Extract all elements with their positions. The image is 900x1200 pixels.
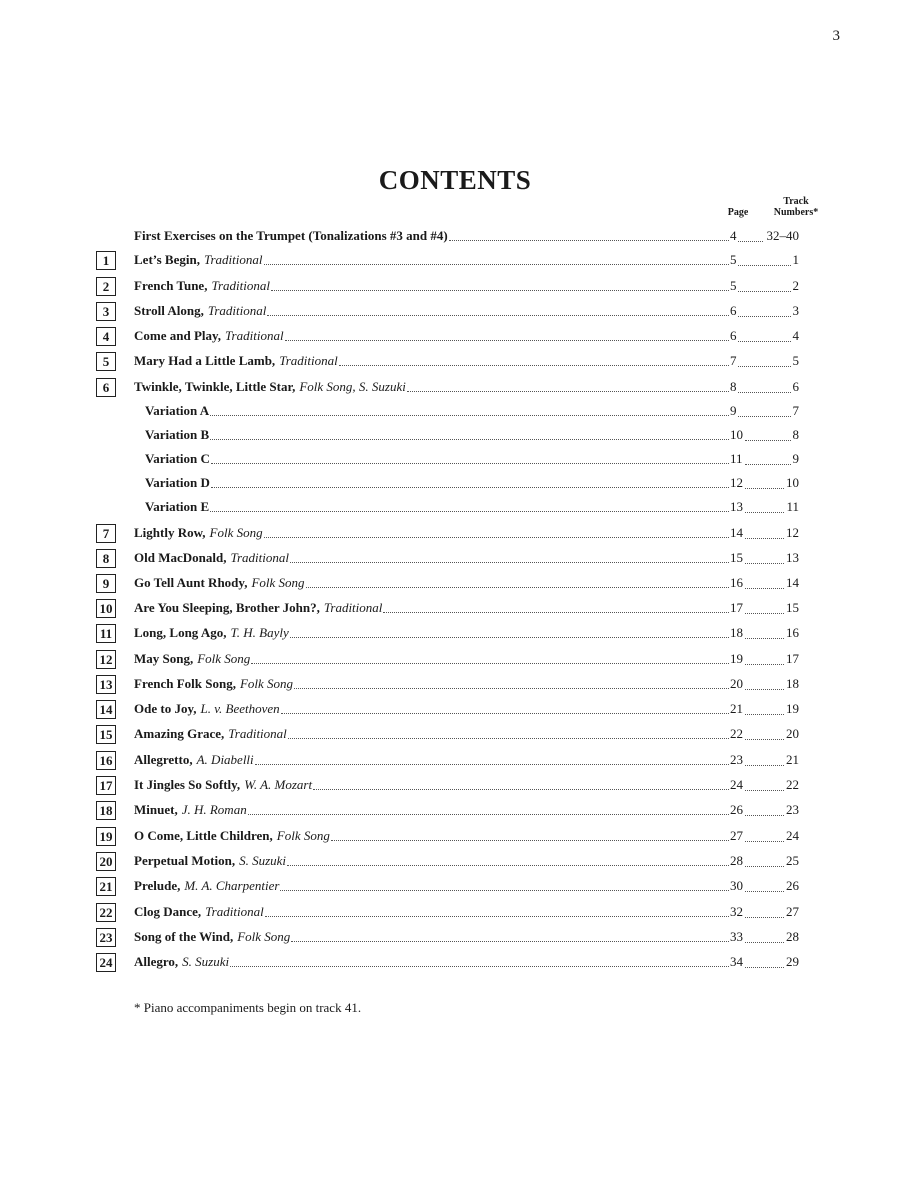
page-value: 21	[730, 701, 743, 716]
composer: S. Suzuki	[182, 954, 230, 969]
piece-title: Are You Sleeping, Brother John?,	[134, 600, 320, 615]
composer: A. Diabelli	[196, 752, 254, 767]
piece-number-box: 24	[96, 953, 116, 972]
page-value: 34	[730, 954, 743, 969]
dot-leader	[265, 915, 729, 917]
toc-row	[0, 351, 900, 371]
track-value: 21	[786, 752, 799, 767]
track-dot-leader	[738, 340, 791, 342]
track-value: 5	[792, 353, 799, 368]
composer: Folk Song	[276, 828, 330, 843]
toc-row	[0, 449, 900, 469]
composer: Folk Song	[237, 929, 291, 944]
piece-title: Allegro,	[134, 954, 179, 969]
dot-leader	[211, 462, 729, 464]
toc-row	[0, 649, 900, 669]
piece-number-box: 6	[96, 378, 116, 397]
page-value: 17	[730, 600, 743, 615]
piece-title: French Folk Song,	[134, 676, 236, 691]
toc-entry	[145, 449, 730, 469]
piece-number-box: 17	[96, 776, 116, 795]
dot-leader	[290, 636, 729, 638]
dot-leader	[210, 414, 729, 416]
dot-leader	[288, 737, 729, 739]
composer: Traditional	[230, 550, 289, 565]
composer: J. H. Roman	[181, 802, 247, 817]
toc-row	[0, 826, 900, 846]
page-value: 5	[730, 252, 737, 267]
track-dot-leader	[745, 562, 784, 564]
dot-leader	[407, 390, 729, 392]
footnote: * Piano accompaniments begin on track 41.	[134, 1000, 362, 1015]
track-dot-leader	[738, 264, 791, 266]
piece-number-box: 9	[96, 574, 116, 593]
composer: Folk Song	[197, 651, 251, 666]
toc-row	[0, 548, 900, 568]
piece-title: Clog Dance,	[134, 904, 202, 919]
track-dot-leader	[745, 612, 784, 614]
page-value: 15	[730, 550, 743, 565]
page-value: 18	[730, 625, 743, 640]
track-value: 32–40	[766, 228, 799, 243]
composer: Folk Song	[239, 676, 294, 691]
toc-entry	[134, 851, 730, 871]
piece-title: Prelude,	[134, 878, 181, 893]
piece-title: It Jingles So Softly,	[134, 777, 241, 792]
toc-entry	[134, 351, 730, 371]
track-dot-leader	[745, 814, 784, 816]
piece-number-box: 18	[96, 801, 116, 820]
track-value: 27	[786, 904, 799, 919]
page-value: 14	[730, 525, 743, 540]
toc-row	[0, 851, 900, 871]
toc-row	[0, 902, 900, 922]
page-title: CONTENTS	[378, 165, 532, 195]
page-value: 22	[730, 726, 743, 741]
track-dot-leader	[745, 587, 784, 589]
page-value: 10	[730, 427, 743, 442]
track-dot-leader	[745, 840, 784, 842]
toc-row	[0, 800, 900, 820]
track-dot-leader	[745, 663, 784, 665]
toc-row	[0, 724, 900, 744]
piece-number-box: 15	[96, 725, 116, 744]
dot-leader	[331, 839, 729, 841]
track-value: 18	[786, 676, 799, 691]
page-value: 4	[730, 228, 737, 243]
toc-entry	[134, 301, 730, 321]
piece-number-box: 7	[96, 524, 116, 543]
toc-entry	[134, 750, 730, 770]
piece-title: Come and Play,	[134, 328, 222, 343]
composer: W. A. Mozart	[244, 777, 313, 792]
track-dot-leader	[745, 511, 784, 513]
page-value: 9	[730, 403, 737, 418]
piece-title: Variation C	[145, 451, 210, 466]
page-value: 13	[730, 499, 743, 514]
page-column-header: Page	[727, 207, 749, 218]
dot-leader	[248, 813, 729, 815]
track-value: 16	[786, 625, 799, 640]
track-dot-leader	[745, 941, 784, 943]
piece-title: First Exercises on the Trumpet (Tonalizations #3 and #4)	[134, 228, 448, 243]
composer: Traditional	[228, 726, 287, 741]
track-value: 11	[786, 499, 799, 514]
page-value: 32	[730, 904, 743, 919]
track-value: 13	[786, 550, 799, 565]
toc-entry	[134, 724, 730, 744]
dot-leader	[287, 864, 729, 866]
piece-title: Long, Long Ago,	[134, 625, 227, 640]
toc-entry	[134, 523, 730, 543]
track-value: 10	[786, 475, 799, 490]
track-dot-leader	[738, 415, 791, 417]
toc-row	[0, 750, 900, 770]
track-value: 23	[786, 802, 799, 817]
track-header-line1: Track	[783, 196, 809, 207]
piece-title: Mary Had a Little Lamb,	[134, 353, 276, 368]
dot-leader	[449, 239, 729, 241]
toc-entry	[134, 800, 730, 820]
piece-number-box: 5	[96, 352, 116, 371]
composer: Folk Song	[209, 525, 263, 540]
toc-row	[0, 250, 900, 270]
page-value: 12	[730, 475, 743, 490]
track-dot-leader	[738, 290, 791, 292]
piece-title: Perpetual Motion,	[134, 853, 236, 868]
page-value: 26	[730, 802, 743, 817]
toc-row	[0, 497, 900, 517]
composer: Traditional	[225, 328, 284, 343]
dot-leader	[210, 510, 729, 512]
page-value: 8	[730, 379, 737, 394]
piece-title: May Song,	[134, 651, 194, 666]
toc-row	[0, 523, 900, 543]
track-dot-leader	[738, 315, 791, 317]
dot-leader	[271, 289, 729, 291]
toc-entry	[134, 775, 730, 795]
composer: S. Suzuki	[239, 853, 287, 868]
toc-entry	[134, 377, 730, 397]
piece-title: Old MacDonald,	[134, 550, 227, 565]
piece-number-box: 11	[96, 624, 116, 643]
toc-entry	[134, 826, 730, 846]
track-dot-leader	[745, 713, 784, 715]
piece-title: Song of the Wind,	[134, 929, 234, 944]
toc-entry	[134, 573, 730, 593]
composer: Traditional	[203, 252, 263, 267]
page-value: 6	[730, 303, 737, 318]
page-value: 33	[730, 929, 743, 944]
track-dot-leader	[745, 865, 784, 867]
toc-entry	[134, 902, 730, 922]
toc-entry	[145, 401, 730, 421]
piece-number-box: 2	[96, 277, 116, 296]
page-value: 28	[730, 853, 743, 868]
composer: Traditional	[323, 600, 383, 615]
piece-title: Let’s Begin,	[134, 252, 200, 267]
page-number: 3	[832, 28, 840, 44]
track-value: 8	[792, 427, 799, 442]
dot-leader	[210, 438, 729, 440]
page-value: 11	[730, 451, 743, 466]
dot-leader	[290, 561, 729, 563]
dot-leader	[211, 486, 729, 488]
track-header-line2: Numbers*	[773, 207, 819, 218]
toc-row	[0, 401, 900, 421]
track-dot-leader	[745, 463, 791, 465]
page-value: 5	[730, 278, 737, 293]
track-value: 15	[786, 600, 799, 615]
track-dot-leader	[745, 966, 784, 968]
toc-row	[0, 573, 900, 593]
toc-row	[0, 276, 900, 296]
piece-number-box: 16	[96, 751, 116, 770]
track-value: 28	[786, 929, 799, 944]
page-value: 24	[730, 777, 743, 792]
composer: Traditional	[279, 353, 338, 368]
page-value: 6	[730, 328, 737, 343]
piece-number-box: 13	[96, 675, 116, 694]
composer: L. v. Beethoven	[200, 701, 280, 716]
track-dot-leader	[745, 537, 784, 539]
dot-leader	[264, 263, 730, 265]
piece-number-box: 3	[96, 302, 116, 321]
dot-leader	[339, 364, 729, 366]
composer: Traditional	[205, 904, 264, 919]
page-value: 23	[730, 752, 743, 767]
toc-row	[0, 473, 900, 493]
track-value: 9	[792, 451, 799, 466]
toc-row	[0, 377, 900, 397]
track-value: 26	[786, 878, 799, 893]
composer: T. H. Bayly	[230, 625, 289, 640]
page-value: 19	[730, 651, 743, 666]
piece-number-box: 20	[96, 852, 116, 871]
track-value: 6	[792, 379, 799, 394]
toc-row	[0, 301, 900, 321]
piece-title: Go Tell Aunt Rhody,	[134, 575, 248, 590]
toc-row	[0, 598, 900, 618]
track-dot-leader	[745, 764, 784, 766]
track-dot-leader	[745, 789, 784, 791]
piece-title: Minuet,	[134, 802, 178, 817]
track-value: 14	[786, 575, 799, 590]
toc-row	[0, 226, 900, 246]
piece-title: Variation B	[145, 427, 210, 442]
toc-entry	[134, 876, 730, 896]
piece-title: Ode to Joy,	[134, 701, 197, 716]
dot-leader	[291, 940, 729, 942]
track-value: 20	[786, 726, 799, 741]
toc-entry	[134, 674, 730, 694]
toc-entry	[145, 497, 730, 517]
piece-title: French Tune,	[134, 278, 208, 293]
toc-row	[0, 674, 900, 694]
toc-row	[0, 425, 900, 445]
toc-entry	[134, 598, 730, 618]
track-value: 12	[786, 525, 799, 540]
track-dot-leader	[745, 688, 784, 690]
track-value: 2	[792, 278, 799, 293]
dot-leader	[251, 662, 729, 664]
piece-number-box: 14	[96, 700, 116, 719]
toc-entry	[134, 927, 730, 947]
piece-number-box: 23	[96, 928, 116, 947]
track-dot-leader	[745, 637, 784, 639]
toc-entry	[134, 649, 730, 669]
dot-leader	[306, 586, 729, 588]
track-value: 25	[786, 853, 799, 868]
toc-row	[0, 326, 900, 346]
piece-title: Variation A	[145, 403, 210, 418]
dot-leader	[267, 314, 729, 316]
track-dot-leader	[745, 890, 784, 892]
page-value: 16	[730, 575, 743, 590]
piece-number-box: 4	[96, 327, 116, 346]
composer: Traditional	[207, 303, 267, 318]
composer: M. A. Charpentier	[184, 878, 280, 893]
track-value: 17	[786, 651, 799, 666]
toc-row	[0, 699, 900, 719]
dot-leader	[230, 965, 729, 967]
dot-leader	[281, 712, 729, 714]
toc-entry	[134, 250, 730, 270]
piece-title: Allegretto,	[134, 752, 193, 767]
dot-leader	[264, 536, 729, 538]
piece-title: Lightly Row,	[134, 525, 206, 540]
toc-row	[0, 623, 900, 643]
dot-leader	[313, 788, 729, 790]
track-column-header	[768, 196, 824, 218]
piece-number-box: 12	[96, 650, 116, 669]
piece-title: O Come, Little Children,	[134, 828, 273, 843]
composer: Folk Song	[251, 575, 305, 590]
toc-row	[0, 876, 900, 896]
page-value: 30	[730, 878, 743, 893]
track-dot-leader	[738, 391, 791, 393]
track-dot-leader	[738, 365, 791, 367]
track-value: 24	[786, 828, 799, 843]
page-value: 7	[730, 353, 737, 368]
piece-title: Variation D	[145, 475, 210, 490]
piece-number-box: 1	[96, 251, 116, 270]
dot-leader	[383, 611, 729, 613]
composer: Traditional	[211, 278, 270, 293]
toc-entry	[134, 548, 730, 568]
track-dot-leader	[745, 916, 784, 918]
track-value: 4	[792, 328, 799, 343]
toc-row	[0, 927, 900, 947]
piece-number-box: 10	[96, 599, 116, 618]
dot-leader	[294, 687, 729, 689]
track-value: 19	[786, 701, 799, 716]
piece-title: Twinkle, Twinkle, Little Star,	[134, 379, 296, 394]
toc-entry	[134, 276, 730, 296]
track-dot-leader	[745, 439, 791, 441]
track-dot-leader	[745, 738, 784, 740]
dot-leader	[280, 889, 729, 891]
composer: Folk Song, S. Suzuki	[299, 379, 406, 394]
track-value: 29	[786, 954, 799, 969]
track-dot-leader	[738, 240, 763, 242]
piece-title: Stroll Along,	[134, 303, 204, 318]
dot-leader	[255, 763, 729, 765]
track-value: 7	[792, 403, 799, 418]
toc-entry	[145, 473, 730, 493]
track-value: 22	[786, 777, 799, 792]
track-value: 3	[792, 303, 799, 318]
toc-entry	[134, 326, 730, 346]
dot-leader	[285, 339, 729, 341]
toc-entry	[134, 623, 730, 643]
piece-title: Amazing Grace,	[134, 726, 225, 741]
toc-row	[0, 775, 900, 795]
piece-number-box: 22	[96, 903, 116, 922]
piece-title: Variation E	[145, 499, 210, 514]
toc-entry	[145, 425, 730, 445]
toc-entry	[134, 226, 730, 246]
toc-entry	[134, 952, 730, 972]
toc-entry	[134, 699, 730, 719]
toc-row	[0, 952, 900, 972]
piece-number-box: 19	[96, 827, 116, 846]
page-value: 20	[730, 676, 743, 691]
track-value: 1	[792, 252, 799, 267]
piece-number-box: 8	[96, 549, 116, 568]
track-dot-leader	[745, 487, 784, 489]
page-value: 27	[730, 828, 743, 843]
piece-number-box: 21	[96, 877, 116, 896]
